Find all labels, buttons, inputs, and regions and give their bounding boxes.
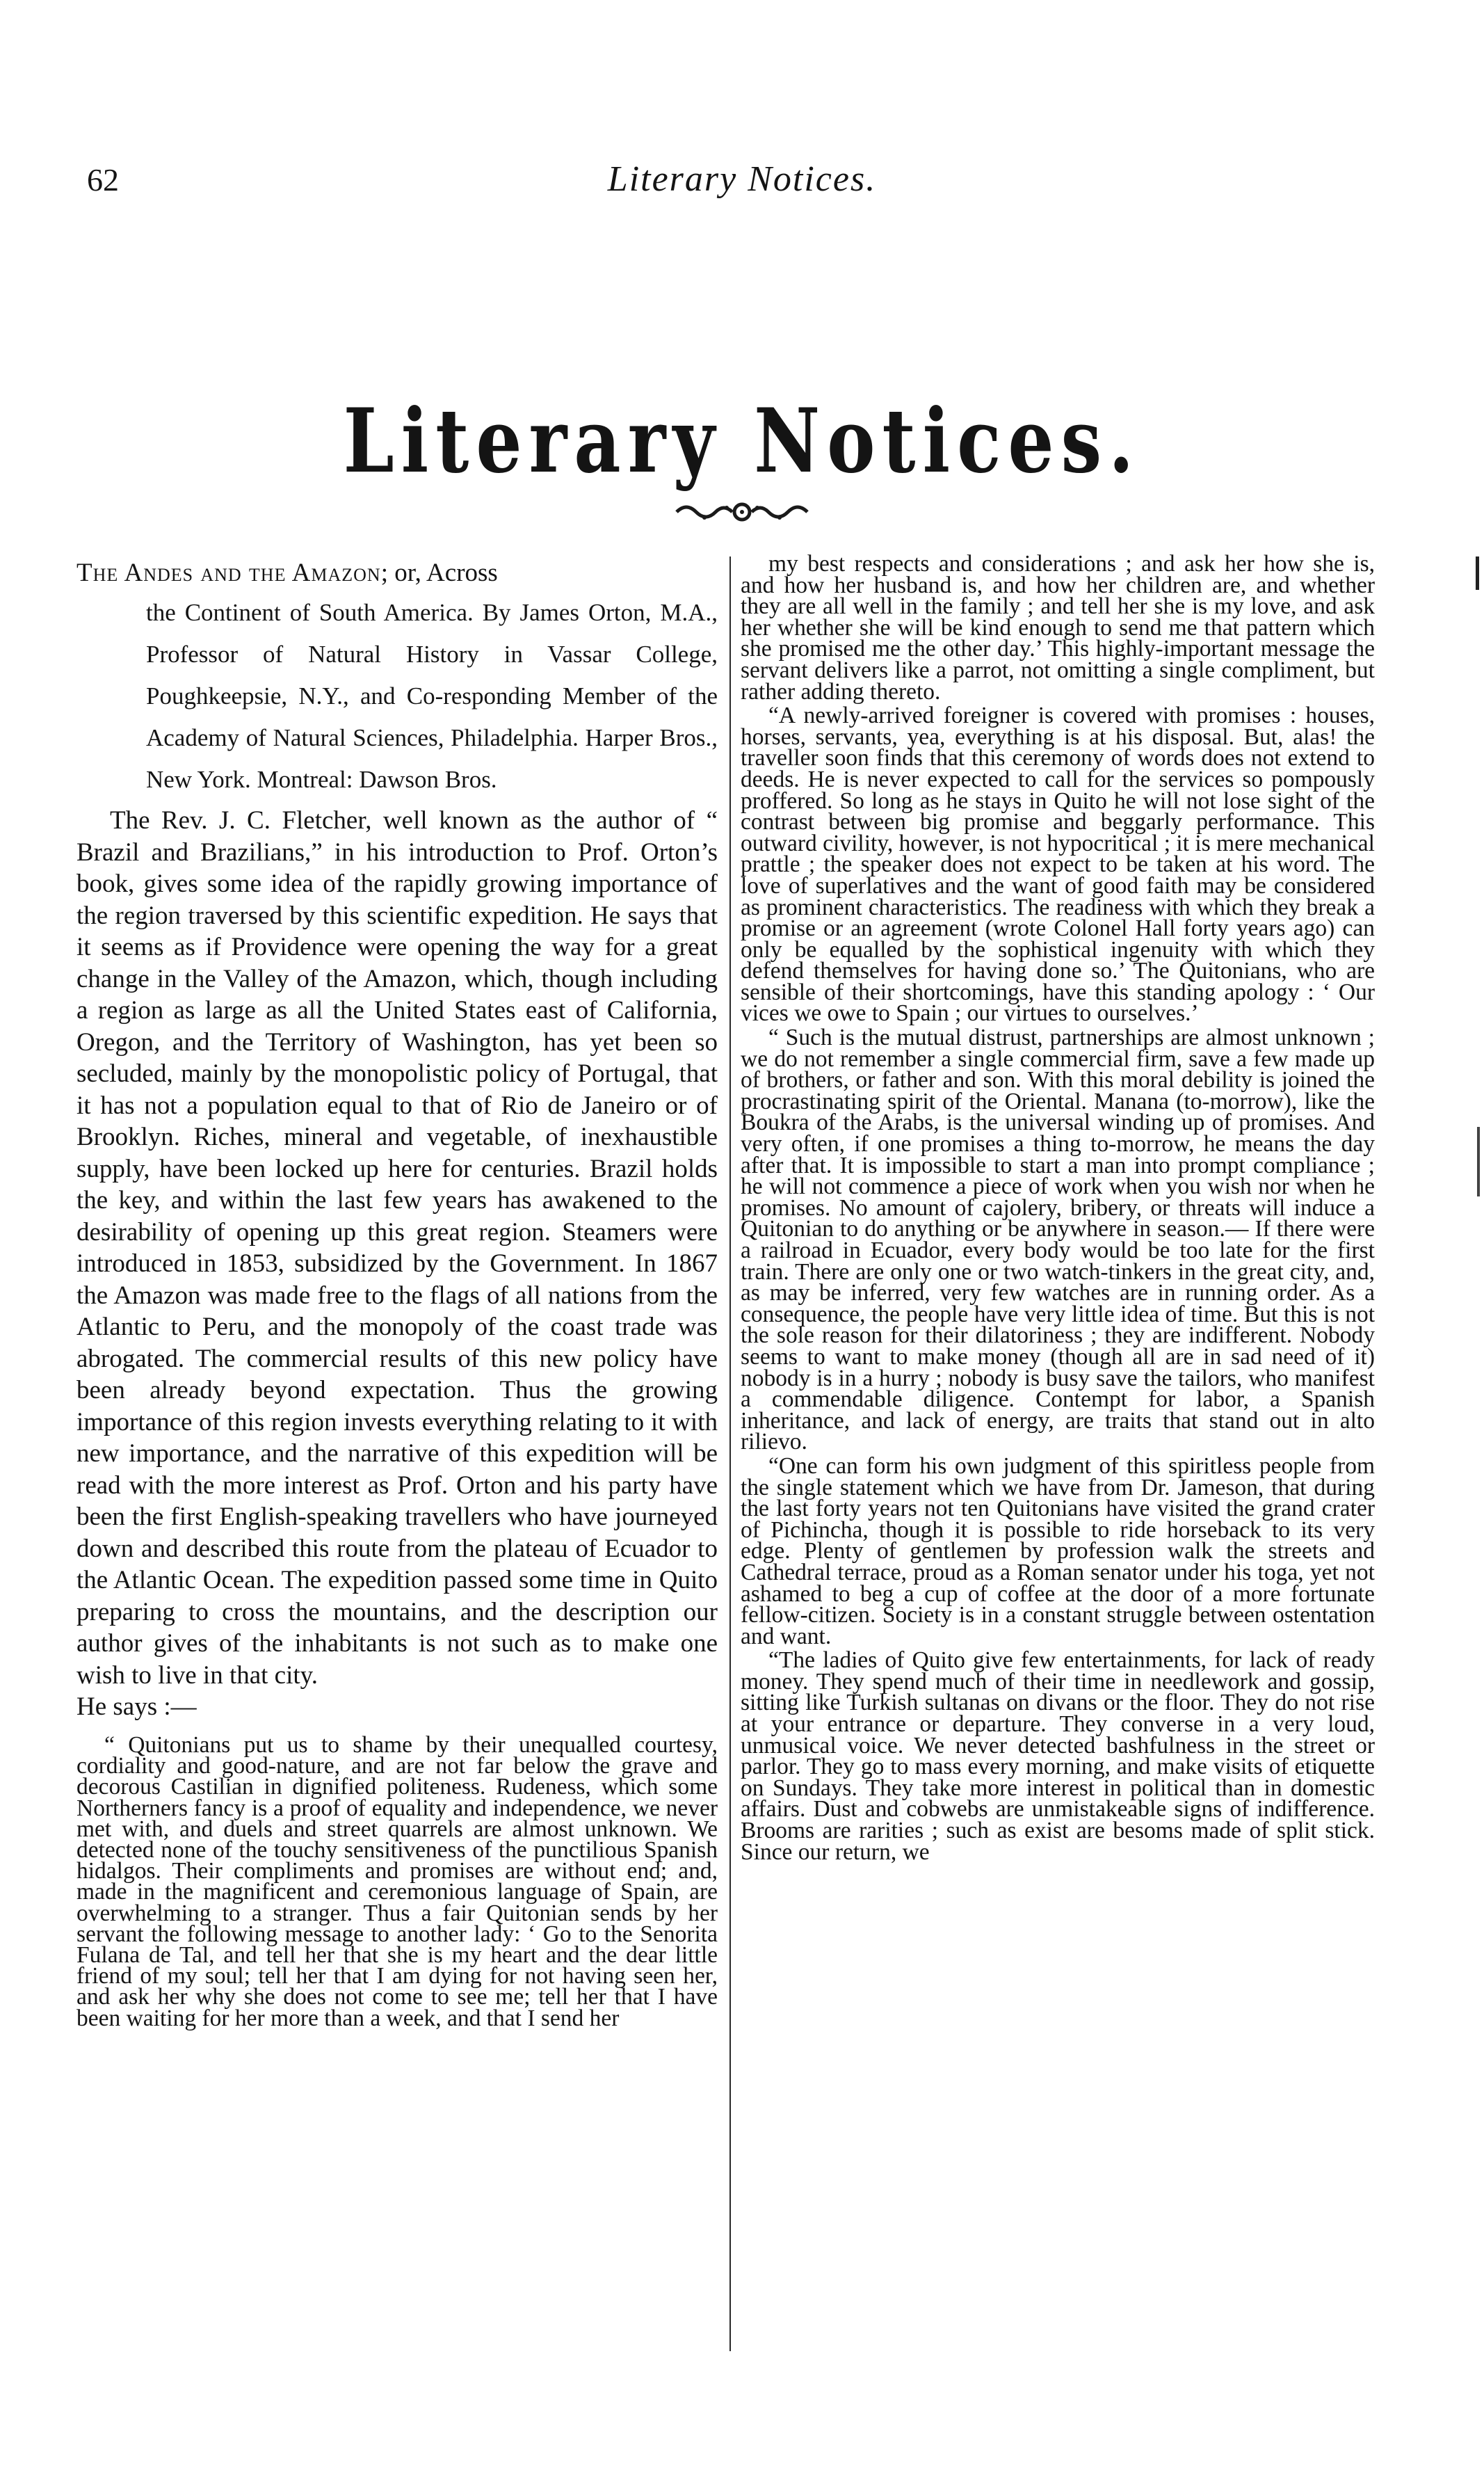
review-byline: the Continent of South America. By James Orton, M.A., Professor of Natural History in Vassar College, Poughkeepsie, N.Y., and Co-responding Member of the Academy of Natural Sciences, Philadelphia. Harper Bros., New York. Montreal: Dawson Bros. [146,599,718,793]
quote-paragraph: my best respects and considerations ; and ask her how she is, and how her husband is, and how her children are, and whether they are all well in the family ; and tell her she is my love, and ask her whether she will be kind enough to send me that pattern which she promised me the other day.’ This highly-important message the servant delivers like a parrot, not omitting a single compliment, but rather adding thereto. [741,551,1375,705]
quote-paragraph: “ Quitonians put us to shame by their unequalled courtesy, cordiality and good-nature, and are not far below the grave and decorous Castilian in dignified politeness. Rudeness, which some Northerners fancy is a proof of equality and independence, we never met with, and duels and street quarrels are almost unknown. We detected none of the touchy sensitiveness of the punctilious Spanish hidalgos. Their compliments and promises are without end; and, made in the magnificent and ceremonious language of Spain, are overwhelming to a stranger. Thus a fair Quitonian sends by her servant the following message to another lady: ‘ Go to the Senorita Fulana de Tal, and tell her that she is my heart and the dear little friend of my soul; tell her that I am dying for not having seen her, and ask her why she does not come to see me; tell her that I have been waiting for her more than a week, and that I send her [76,1732,718,2031]
review-title-rest: ; or, Across [380,559,498,587]
column-rule [729,556,731,2351]
intro-paragraph: The Rev. J. C. Fletcher, well known as the author of “ Brazil and Brazilians,” in his introduction to Prof. Orton’s book, gives some idea of the rapidly growing importance of the region traversed by this scientific expedition. He says that it seems as if Providence were opening the way for a great change in the Valley of the Amazon, which, though including a region as large as all the United States east of California, Oregon, and the Territory of Washington, has yet been so secluded, mainly by the monopolistic policy of Portugal, that it has not a population equal to that of Rio de Janeiro or of Brooklyn. Riches, mineral and vegetable, of inexhaustible supply, have been locked up here for centuries. Brazil holds the key, and within the last few years has awakened to the desirability of opening up this great region. Steamers were introduced in 1853, subsidized by the Government. In 1867 the Amazon was made free to the flags of all nations from the Atlantic to Peru, and the monopoly of the coast trade was abrogated. The commercial results of this new policy have been already beyond expectation. Thus the growing importance of this region invests everything relating to it with new importance, and the narrative of this expedition will be read with the more interest as Prof. Orton and his party have been the first English-speaking travellers who have journeyed down and described this route from the plateau of Ecuador to the Atlantic Ocean. The expedition passed some time in Quito preparing to cross the mountains, and the description our author gives of the inhabitants is not such as to make one wish to live in that city. [76,806,718,1690]
quote-paragraph: “One can form his own judgment of this spiritless people from the single statement which we have from Dr. Jameson, that during the last forty years not ten Quitonians have visited the grand crater of Pichincha, though it is possible to ride horseback to its very edge. Plenty of gentlemen by profession walk the streets and Cathedral terrace, proud as a Roman senator under his toga, yet not ashamed to beg a cup of coffee at the door of a more fortunate fellow-citizen. Society is in a constant struggle between ostentation and want. [741,1452,1375,1649]
running-title: Literary Notices. [607,159,877,199]
right-column [741,551,1375,1865]
edge-mark [1476,556,1479,590]
review-title [76,554,718,592]
quote-paragraph: “A newly-arrived foreigner is covered with promises : houses, horses, servants, yea, everything is at his disposal. But, alas! the traveller soon finds that this ceremony of words does not extend to deeds. He is never expected to call for the services so pompously proffered. So long as he stays in Quito he will not lose sight of the contrast between big promise and beggarly performance. This outward civility, however, is not hypocritical ; it is mere mechanical prattle ; the speaker does not expect to be taken at his word. The love of superlatives and the want of good faith may be considered as prominent characteristics. The readiness with which they break a promise or an agreement (wrote Colonel Hall forty years ago) can only be equalled by the sophistical ingenuity with which they defend themselves for having done so.’ The Quitonians, who are sensible of their shortcomings, have this standing apology : ‘ Our vices we owe to Spain ; our virtues to ourselves.’ [741,703,1375,1027]
page-number: 62 [87,162,119,198]
quote-paragraph: “ Such is the mutual distrust, partnerships are almost unknown ; we do not remember a single commercial firm, save a few made up of brothers, or father and son. With this moral debility is joined the procrastinating spirit of the Oriental. Manana (to-morrow), like the Boukra of the Arabs, is the universal winding up of promises. And very often, if one promises a thing to-morrow, he means the day after that. It is impossible to start a man into prompt compliance ; he will not commence a piece of work when you wish nor when he promises. No amount of cajolery, bribery, or threats will induce a Quitonian to do anything or be anywhere in season.— If there were a railroad in Ecuador, every body would be too late for the first train. There are only one or two watch-tinkers in the great city, and, as may be inferred, very few watches are in running order. As a consequence, the people have very little idea of time. But this is not the sole reason for their dilatoriness ; they are indifferent. Nobody seems to want to make money (though all are in sad need of it) nobody is in a hurry ; nobody is busy save the tailors, who manifest a commendable diligence. Contempt for labor, a Spanish inheritance, and lack of energy, are traits that stand out in alto rilievo. [741,1025,1375,1455]
decorative-ornament-icon [672,498,812,526]
review-title-head: The Andes and the Amazon [76,559,381,587]
section-title: Literary Notices. [343,388,1141,493]
says-line: He says :— [76,1692,197,1721]
quote-paragraph: “The ladies of Quito give few entertainments, for lack of ready money. They spend much of their time in needlework and gossip, sitting like Turkish sultanas on divans or the floor. They do not rise at your entrance or departure. They converse in a very loud, unmusical voice. We never detected bashfulness in the street or parlor. They go to mass every morning, and make visits of etiquette on Sundays. They take more interest in political than in domestic affairs. Dust and cobwebs are unmistakeable signs of indifference. Brooms are rarities ; such as exist are besoms made of split stick. Since our return, we [741,1647,1375,1865]
edge-mark [1477,1127,1480,1196]
left-column [76,554,718,2029]
